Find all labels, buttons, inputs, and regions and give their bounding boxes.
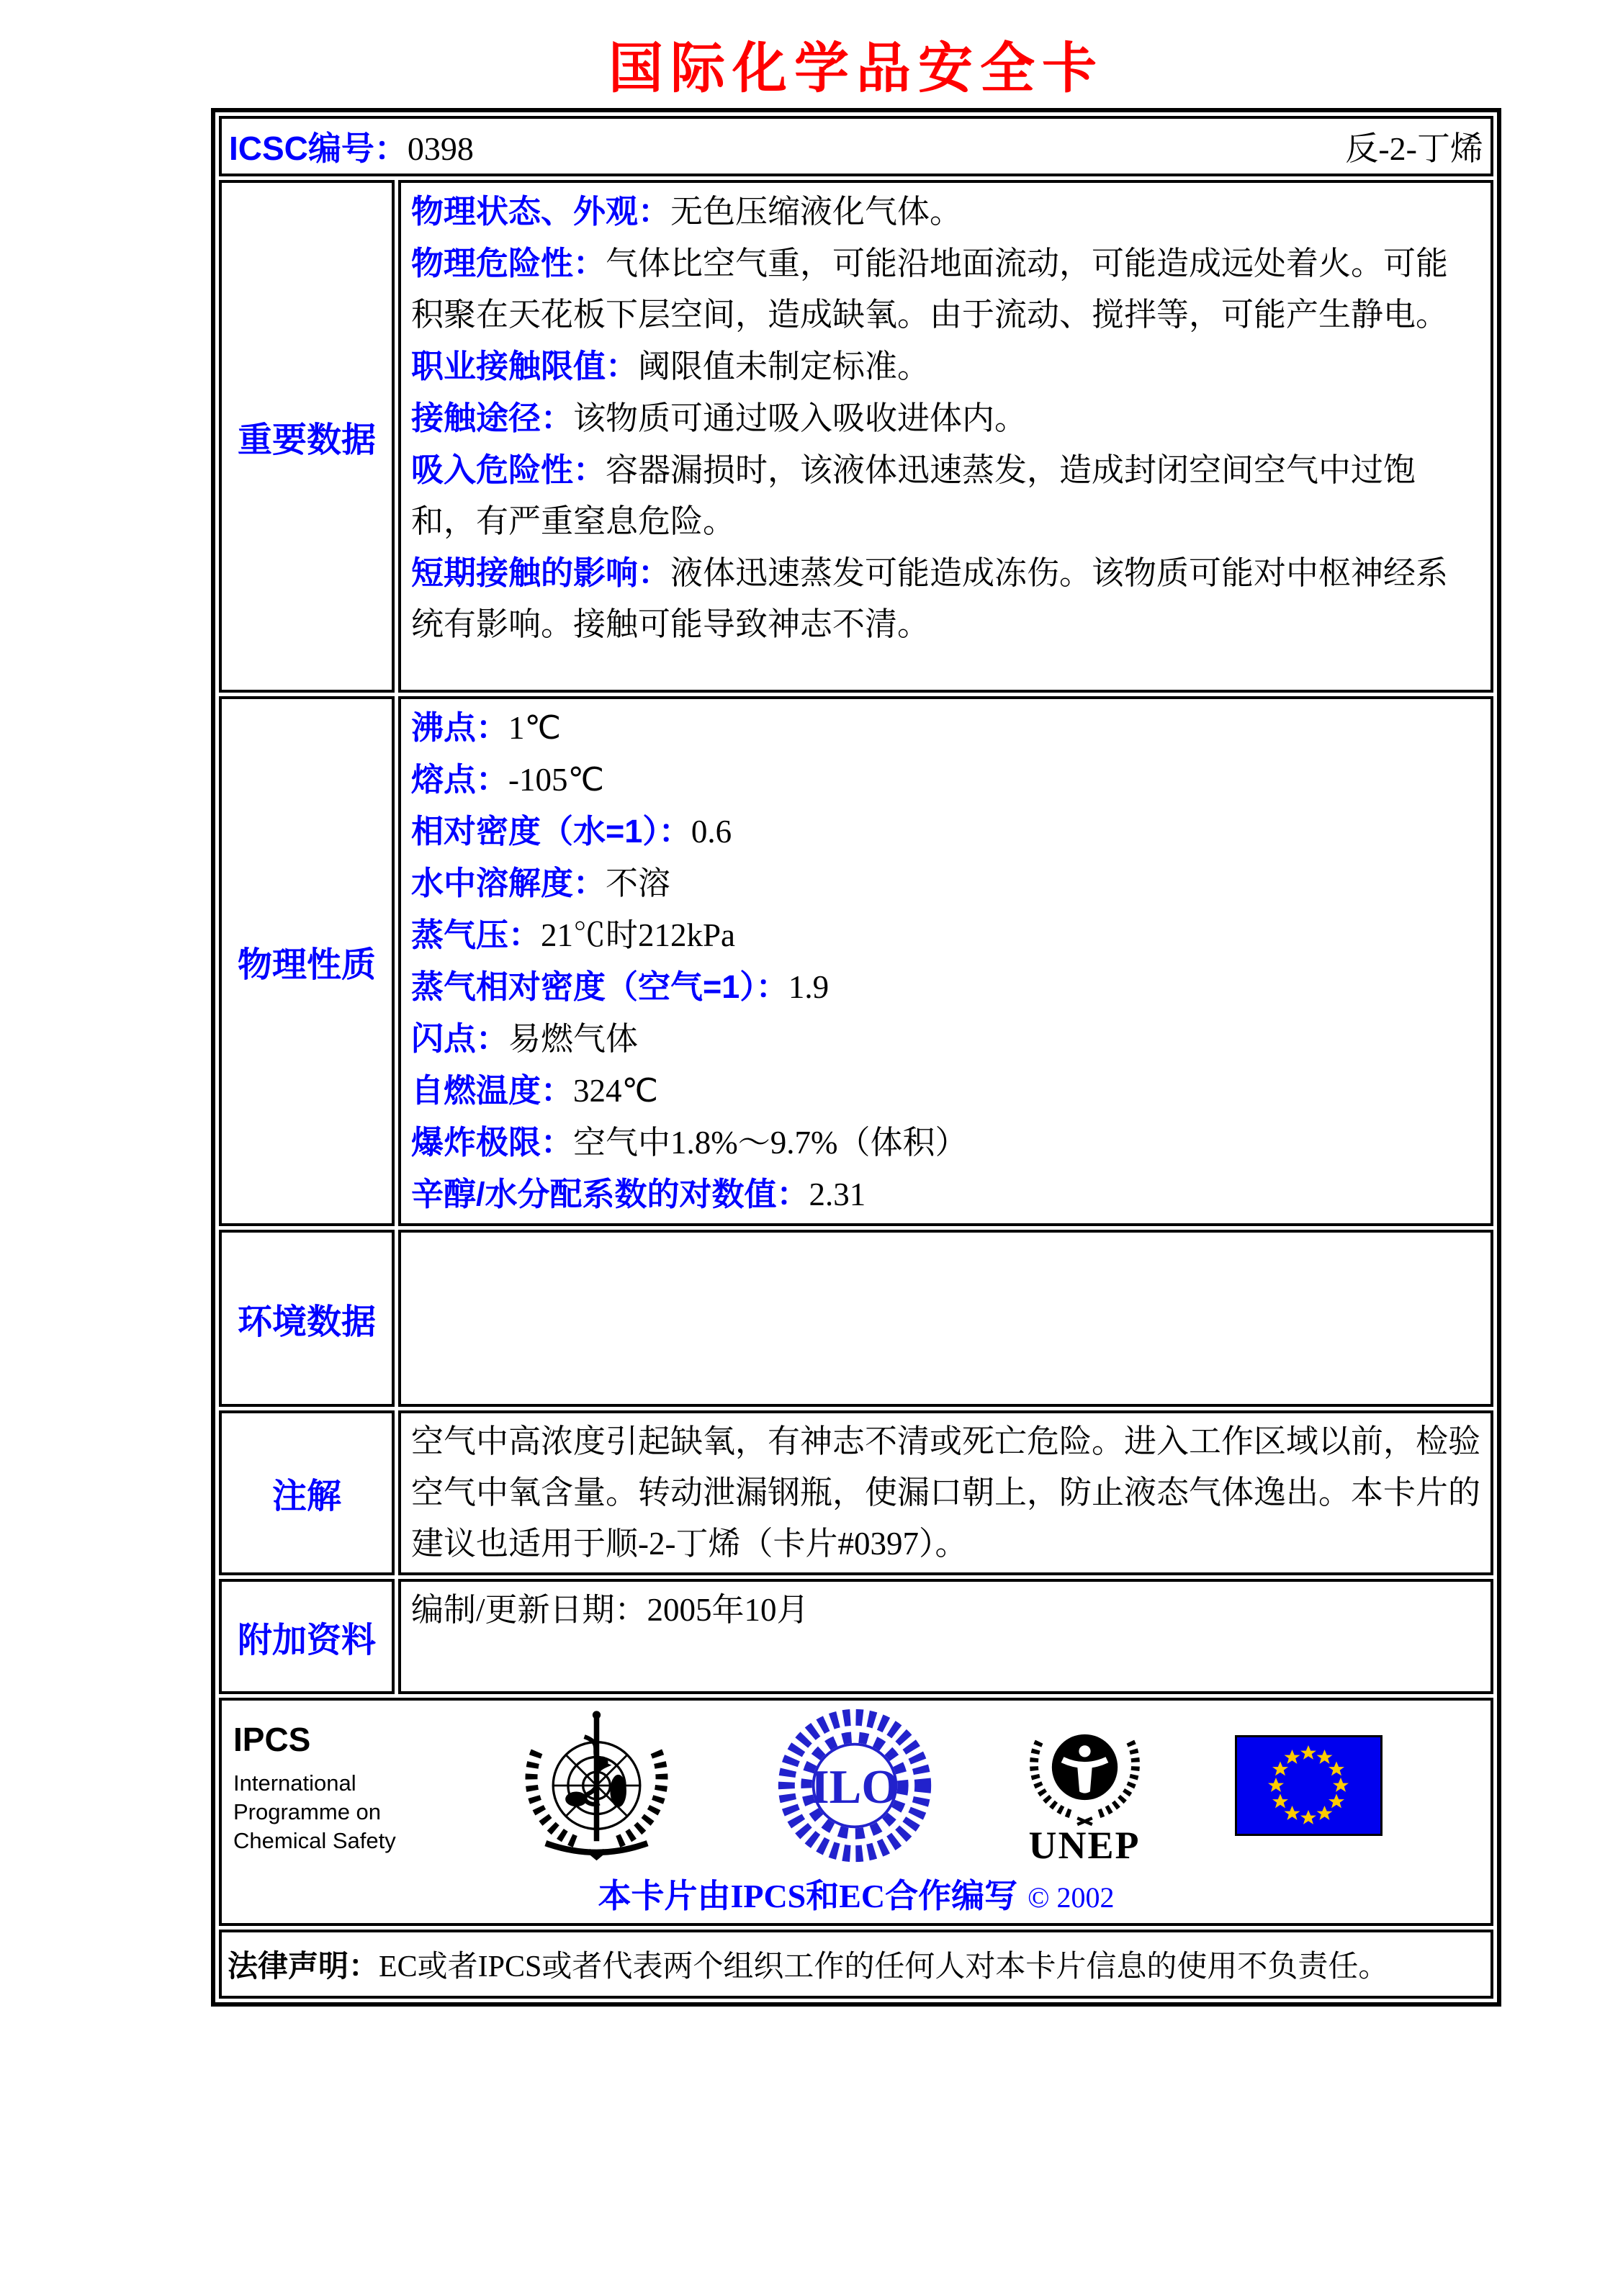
property-value: 空气中1.8%～9.7%（体积）	[573, 1125, 968, 1161]
property-label: 熔点：	[411, 761, 509, 798]
section-label-physical-properties: 物理性质	[219, 696, 395, 1226]
property-row	[411, 444, 1480, 547]
physical-properties-row	[219, 696, 1493, 1226]
property-label: 吸入危险性：	[411, 451, 606, 488]
important-data-row	[219, 180, 1493, 693]
legal-label: 法律声明：	[228, 1949, 379, 1983]
property-label: 水中溶解度：	[411, 865, 606, 901]
who-logo-icon	[508, 1710, 685, 1865]
property-label: 沸点：	[411, 709, 509, 746]
property-value: 该物质可通过吸入吸收进体内。	[573, 400, 1028, 436]
property-value: 21℃时212kPa	[541, 917, 736, 953]
cooperation-caption	[222, 1870, 1491, 1917]
property-value: 324℃	[573, 1073, 659, 1109]
property-row	[411, 238, 1480, 341]
property-row	[411, 392, 1480, 444]
header-cell	[219, 116, 1493, 176]
property-label: 蒸气压：	[411, 917, 541, 953]
notes-row	[219, 1410, 1493, 1575]
property-value: 无色压缩液化气体。	[670, 194, 963, 230]
logos-row	[219, 1698, 1493, 1926]
svg-text:ILO: ILO	[810, 1760, 899, 1814]
section-label-important-data: 重要数据	[219, 180, 395, 693]
ipcs-text-block	[233, 1720, 417, 1855]
notes-content	[398, 1410, 1493, 1575]
property-value: 阈限值未制定标准。	[638, 348, 930, 384]
caption-copyright: © 2002	[1028, 1881, 1115, 1914]
property-row	[411, 1117, 1480, 1169]
section-label-additional-info: 附加资料	[219, 1579, 395, 1694]
ipcs-title: IPCS	[233, 1720, 311, 1758]
property-label: 物理危险性：	[411, 245, 606, 282]
property-row	[411, 806, 1480, 857]
icsc-number-value: 0398	[407, 130, 474, 167]
property-value: 1.9	[788, 969, 830, 1005]
property-row	[411, 857, 1480, 909]
property-value: 易燃气体	[508, 1021, 639, 1057]
icsc-number-group	[229, 122, 474, 170]
property-label: 闪点：	[411, 1020, 509, 1057]
property-label: 短期接触的影响：	[411, 554, 671, 591]
environmental-data-content	[398, 1230, 1493, 1407]
property-value: 1℃	[508, 710, 562, 746]
legal-text: EC或者IPCS或者代表两个组织工作的任何人对本卡片信息的使用不负责任。	[379, 1950, 1389, 1984]
legal-cell	[219, 1930, 1493, 1999]
ipcs-line: Programme on	[233, 1798, 382, 1824]
property-label: 接触途径：	[411, 400, 574, 436]
property-label: 物理状态、外观：	[411, 193, 671, 230]
ilo-logo-icon	[775, 1706, 934, 1868]
property-value: 液体迅速蒸发可能造成冻伤。该物质可能对中枢神经系统有影响。接触可能导致神志不清。	[411, 555, 1449, 642]
caption-text: 本卡片由IPCS和EC合作编写	[598, 1878, 1018, 1914]
property-row	[411, 702, 1480, 754]
property-label: 自燃温度：	[411, 1072, 574, 1109]
property-value: 0.6	[691, 814, 732, 850]
property-row	[411, 186, 1480, 238]
notes-text: 空气中高浓度引起缺氧，有神志不清或死亡危险。进入工作区域以前，检验空气中氧含量。转动泄漏钢瓶，使漏口朝上，防止液态气体逸出。本卡片的建议也适用于顺-2-丁烯（卡片#0397）。	[411, 1423, 1481, 1562]
property-row	[411, 754, 1480, 806]
property-row	[411, 341, 1480, 392]
property-label: 职业接触限值：	[411, 348, 639, 384]
ipcs-line: International	[233, 1770, 356, 1796]
icsc-card-table	[211, 108, 1501, 2007]
property-row	[411, 1169, 1480, 1220]
unep-label: UNEP	[1028, 1823, 1141, 1867]
property-row	[411, 1065, 1480, 1117]
property-value: 容器漏损时，该液体迅速蒸发，造成封闭空间空气中过饱和，有严重窒息危险。	[411, 452, 1416, 539]
property-row	[411, 961, 1480, 1013]
important-data-content	[398, 180, 1493, 693]
update-date-text: 编制/更新日期：2005年10月	[411, 1592, 809, 1628]
property-label: 爆炸极限：	[411, 1124, 574, 1161]
icsc-number-label: ICSC编号：	[229, 130, 408, 167]
property-label: 蒸气相对密度（空气=1）：	[411, 968, 788, 1005]
property-value: 不溶	[606, 865, 671, 901]
logos-cell	[219, 1698, 1493, 1926]
property-label: 相对密度（水=1）：	[411, 813, 691, 850]
chemical-name: 反-2-丁烯	[1345, 130, 1483, 167]
property-value: -105℃	[508, 762, 605, 798]
environmental-data-row	[219, 1230, 1493, 1407]
legal-row	[219, 1930, 1493, 1999]
page-title: 国际化学品安全卡	[608, 38, 1104, 99]
section-label-environmental-data: 环境数据	[219, 1230, 395, 1407]
property-row	[411, 909, 1480, 961]
property-row	[411, 1013, 1480, 1065]
additional-info-row	[219, 1579, 1493, 1694]
property-row	[411, 547, 1480, 650]
property-label: 辛醇/水分配系数的对数值：	[411, 1176, 809, 1212]
property-value: 气体比空气重，可能沿地面流动，可能造成远处着火。可能积聚在天花板下层空间，造成缺氧。由于流动、搅拌等，可能产生静电。	[411, 246, 1449, 333]
additional-info-content	[398, 1579, 1493, 1694]
ipcs-line: Chemical Safety	[233, 1827, 396, 1853]
unep-logo-block	[1025, 1708, 1144, 1868]
header-row	[219, 116, 1493, 176]
physical-properties-content	[398, 696, 1493, 1226]
property-value: 2.31	[809, 1176, 866, 1212]
section-label-notes: 注解	[219, 1410, 395, 1575]
eu-flag-icon	[1235, 1735, 1383, 1840]
